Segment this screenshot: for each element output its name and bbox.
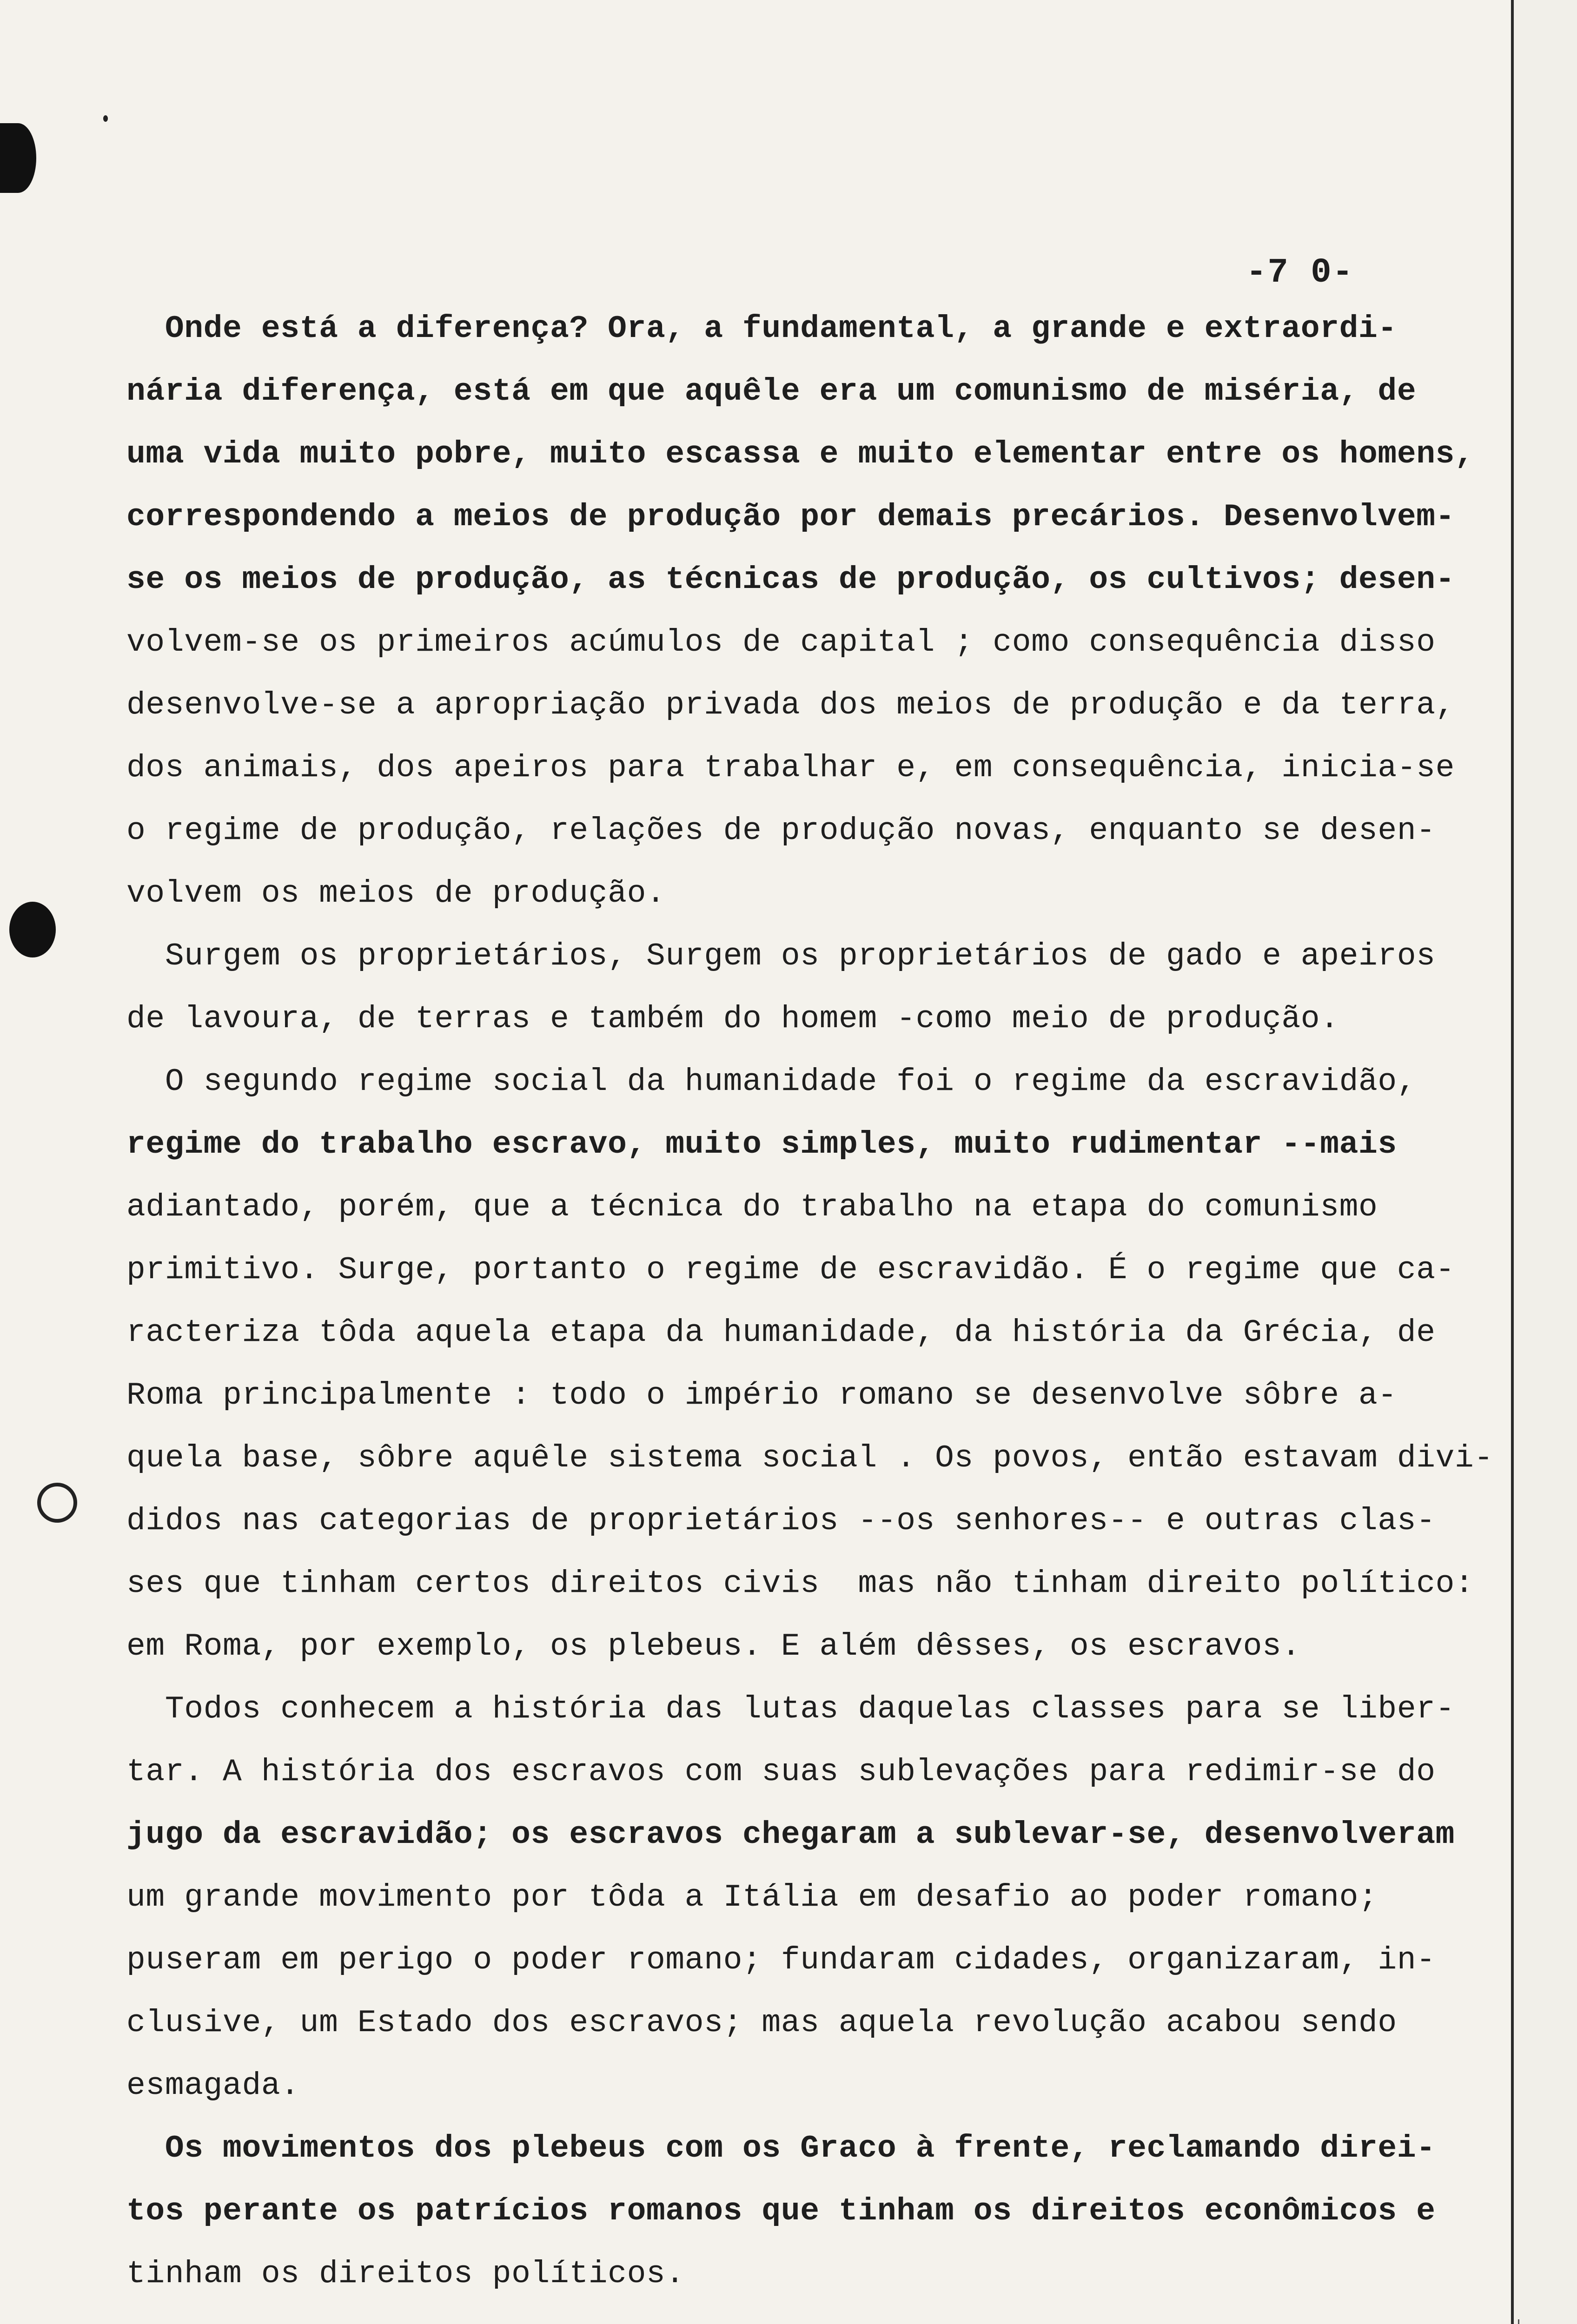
- text-line: o regime de produção, relações de produção novas, enquanto se desen-: [126, 813, 1436, 849]
- text-line: primitivo. Surge, portanto o regime de escravidão. É o regime que ca-: [126, 1252, 1455, 1288]
- text-line: puseram em perigo o poder romano; fundaram cidades, organizaram, in-: [126, 1942, 1436, 1978]
- text-line: regime do trabalho escravo, muito simples, muito rudimentar --mais: [126, 1127, 1397, 1162]
- text-line: Os movimentos dos plebeus com os Graco à frente, reclamando direi-: [126, 2131, 1436, 2166]
- ink-speck: [103, 115, 108, 122]
- text-line: um grande movimento por tôda a Itália em desafio ao poder romano;: [126, 1880, 1378, 1915]
- text-line: tar. A história dos escravos com suas sublevações para redimir-se do: [126, 1754, 1436, 1790]
- text-line: tos perante os patrícios romanos que tinham os direitos econômicos e: [126, 2193, 1436, 2229]
- punch-hole-top: [0, 123, 36, 193]
- text-line: correspondendo a meios de produção por demais precários. Desenvolvem-: [126, 499, 1455, 535]
- text-line: volvem os meios de produção.: [126, 876, 666, 911]
- text-line: didos nas categorias de proprietários --os senhores-- e outras clas-: [126, 1503, 1436, 1539]
- body-text: [126, 297, 1493, 2305]
- text-line: Onde está a diferença? Ora, a fundamental, a grande e extraordi-: [126, 311, 1397, 347]
- text-line: clusive, um Estado dos escravos; mas aquela revolução acabou sendo: [126, 2005, 1397, 2041]
- text-line: volvem-se os primeiros acúmulos de capital ; como consequência disso: [126, 625, 1436, 660]
- text-line: adiantado, porém, que a técnica do trabalho na etapa do comunismo: [126, 1189, 1378, 1225]
- text-line: quela base, sôbre aquêle sistema social . Os povos, então estavam divi-: [126, 1440, 1493, 1476]
- text-line: se os meios de produção, as técnicas de produção, os cultivos; desen-: [126, 562, 1455, 598]
- punch-hole-ring: [37, 1483, 77, 1523]
- text-line: dos animais, dos apeiros para trabalhar e, em consequência, inicia-se: [126, 750, 1455, 786]
- text-line: O segundo regime social da humanidade foi o regime da escravidão,: [126, 1064, 1417, 1100]
- text-line: uma vida muito pobre, muito escassa e muito elementar entre os homens,: [126, 436, 1474, 472]
- text-line: tinham os direitos políticos.: [126, 2256, 685, 2292]
- text-line: ses que tinham certos direitos civis mas não tinham direito político:: [126, 1566, 1474, 1602]
- page-number: -7 0-: [1246, 253, 1354, 292]
- page-edge-right: [1511, 0, 1514, 2324]
- text-line: racteriza tôda aquela etapa da humanidade, da história da Grécia, de: [126, 1315, 1436, 1351]
- text-line: nária diferença, está em que aquêle era um comunismo de miséria, de: [126, 374, 1417, 409]
- punch-hole-middle: [9, 902, 56, 957]
- text-line: Roma principalmente : todo o império romano se desenvolve sôbre a-: [126, 1378, 1397, 1413]
- text-line: em Roma, por exemplo, os plebeus. E além dêsses, os escravos.: [126, 1629, 1301, 1664]
- text-line: esmagada.: [126, 2068, 300, 2104]
- text-line: jugo da escravidão; os escravos chegaram a sublevar-se, desenvolveram: [126, 1817, 1455, 1853]
- page-edge-right-inner: [1518, 2319, 1519, 2324]
- text-line: desenvolve-se a apropriação privada dos meios de produção e da terra,: [126, 687, 1455, 723]
- text-line: Surgem os proprietários, Surgem os proprietários de gado e apeiros: [126, 938, 1436, 974]
- text-line: de lavoura, de terras e também do homem -como meio de produção.: [126, 1001, 1339, 1037]
- text-line: Todos conhecem a história das lutas daquelas classes para se liber-: [126, 1691, 1455, 1727]
